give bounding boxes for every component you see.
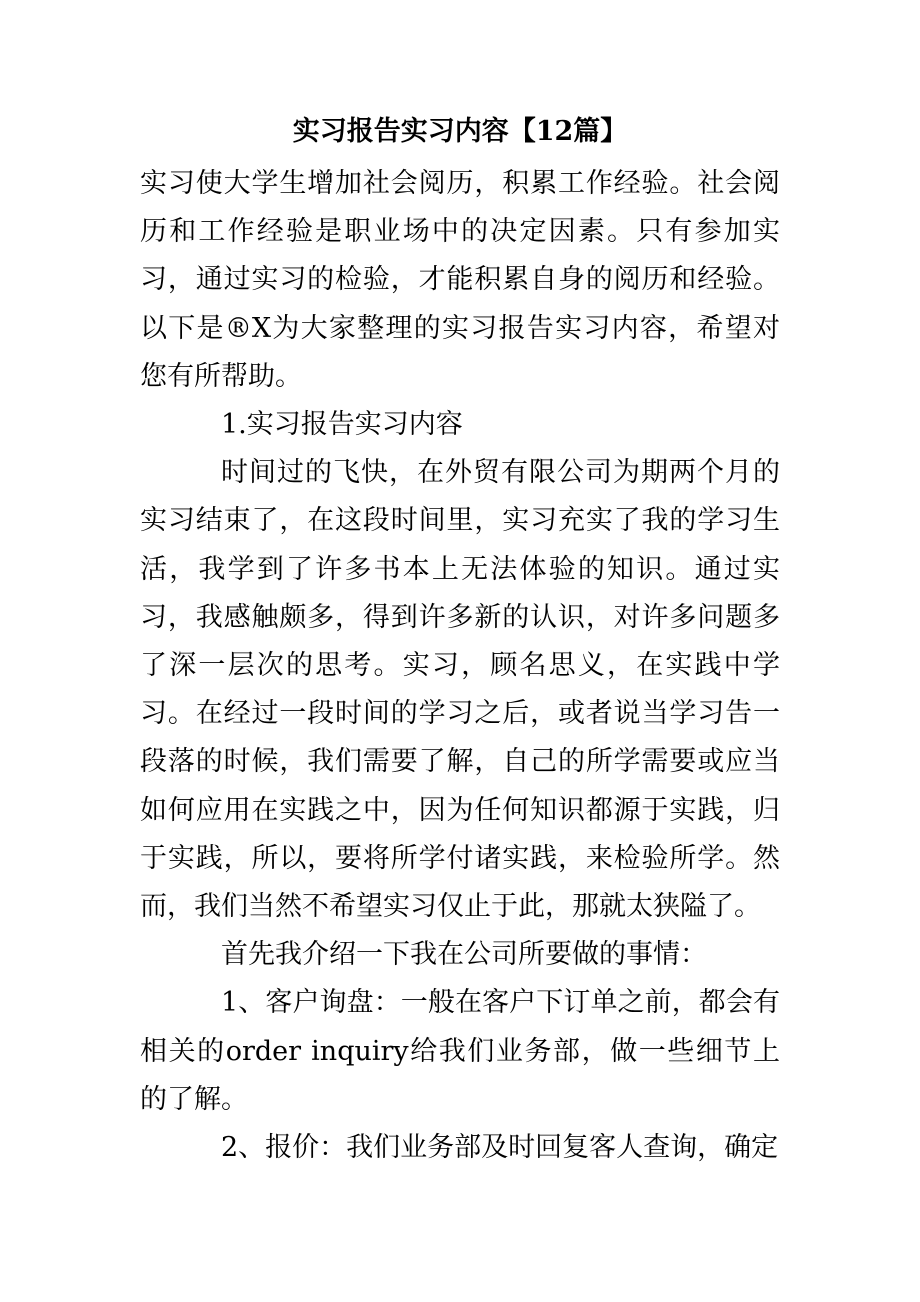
body-paragraph: 时间过的飞快，在外贸有限公司为期两个月的实习结束了，在这段时间里，实习充实了我的学习生活，我学到了许多书本上无法体验的知识。通过实习，我感触颇多，得到许多新的认识，对许多问题多了深一层次的思考。实习，顾名思义，在实践中学习。在经过一段时间的学习之后，或者说当学习告一段落的时候，我们需要了解，自己的所学需要或应当如何应用在实践之中，因为任何知识都源于实践，归于实践，所以，要将所学付诸实践，来检验所学。然而，我们当然不希望实习仅止于此，那就太狭隘了。: [140, 457, 780, 923]
document-title: 实习报告实习内容【12篇】: [292, 116, 628, 147]
list-item-paragraph: 2、报价：我们业务部及时回复客人查询，确定: [221, 1132, 779, 1164]
list-item-paragraph: 1、客户询盘：一般在客户下订单之前，都会有相关的order inquiry给我们业务部，做一些细节上的了解。: [140, 987, 780, 1115]
document-body: [140, 160, 780, 1172]
intro-paragraph: 实习使大学生增加社会阅历，积累工作经验。社会阅历和工作经验是职业场中的决定因素。只有参加实习，通过实习的检验，才能积累自身的阅历和经验。以下是®X为大家整理的实习报告实习内容，希望对您有所帮助。: [140, 168, 780, 392]
section-heading: 1.实习报告实习内容: [221, 409, 463, 441]
body-paragraph: 首先我介绍一下我在公司所要做的事情：: [221, 939, 707, 971]
